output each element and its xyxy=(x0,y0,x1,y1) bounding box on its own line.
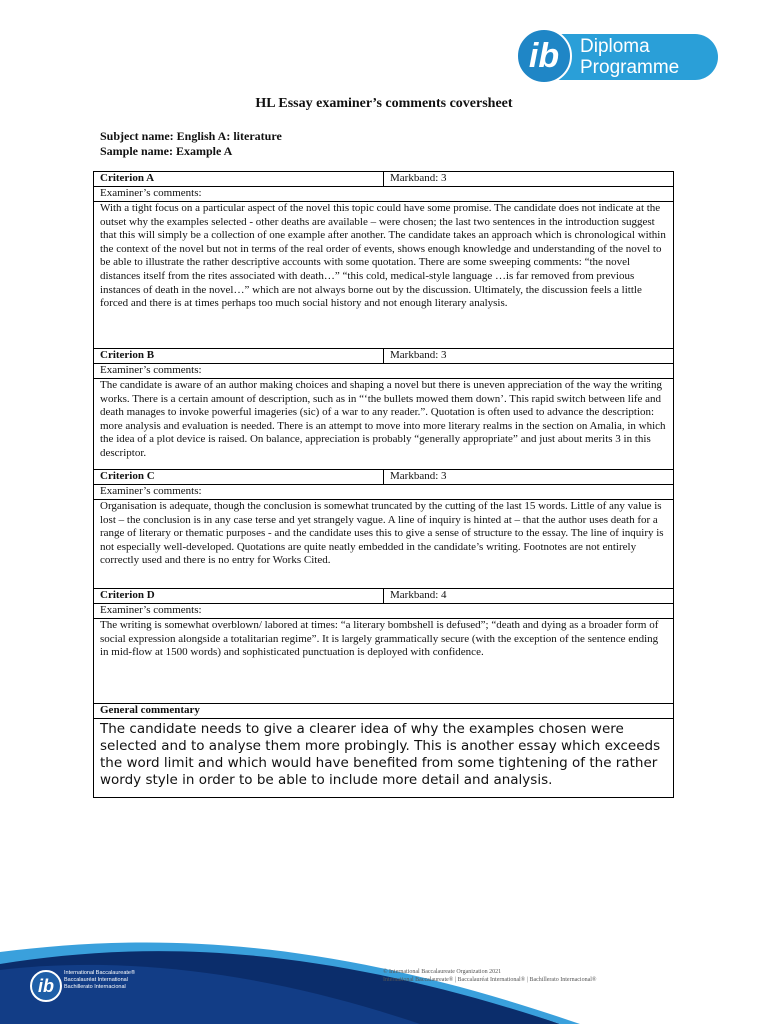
criteria-table xyxy=(93,171,674,798)
criterion-name: Criterion C xyxy=(94,470,384,485)
footer-ib-logo-icon: ib xyxy=(30,970,62,1002)
comments-label: Examiner’s comments: xyxy=(94,187,674,202)
org-name-en: International Baccalaureate® xyxy=(64,970,136,976)
copyright-text: © International Baccalaureate Organization 2021 xyxy=(383,969,502,975)
copyright-block xyxy=(383,968,596,984)
criterion-name: Criterion B xyxy=(94,349,384,364)
criterion-b-comments: The candidate is aware of an author making choices and shaping a novel but there is uneven appreciation of the way the writing works. There is a certain amount of description, such as in “‘the bullets mowed them down’. This rapid switch between life and death manages to invoke powerful imageries (sic) of a war to any reader.”. Quotation is often used to advance the description: more analysis and evaluation is needed. There is an attempt to move into more literary realms in the section on Amalia, in which the idea of a plot device is raised. On balance, appreciation is probably “generally appropriate” and just about merits 3 in this descriptor. xyxy=(94,379,674,470)
markband: Markband: 4 xyxy=(384,589,674,604)
org-name-es: Bachillerato Internacional xyxy=(64,984,126,990)
criterion-a-comments: With a tight focus on a particular aspect of the novel this topic could have some promise. The candidate does not indicate at the outset why the examples selected - other deaths are available – were chosen; the last two sentences in the introduction suggest that this will simply be a collection of one example after another. The candidate takes an approach which is chronological within the context of the novel but not in terms of the real order of events, shows enough knowledge and understanding of the novel to be able to illustrate the rather descriptive accounts with some quotation. There are some sweeping comments: “the novel distances itself from the rites associated with death…” “this cold, medical-style language …is far removed from previous instances of death in the novel…” which are not always borne out by the discussion. Ultimately, the discussion feels a little forced and there is at times perhaps too much social history and not enough literary analysis. xyxy=(94,202,674,349)
criterion-a-header xyxy=(94,172,674,187)
markband: Markband: 3 xyxy=(384,172,674,187)
general-commentary-text: The candidate needs to give a clearer idea of why the examples chosen were selected and to analyse them more probingly. This is another essay which exceeds the word limit and which would have benefited from some tightening of the rather wordy style in order to be able to include more detail and analysis. xyxy=(94,719,674,798)
markband: Markband: 3 xyxy=(384,470,674,485)
general-commentary-label: General commentary xyxy=(94,704,674,719)
comments-label: Examiner’s comments: xyxy=(94,604,674,619)
criterion-d-comments: The writing is somewhat overblown/ labored at times: “a literary bombshell is defused”; “death and dying as a broader form of social expression alongside a totalitarian regime”. It is largely grammatically secure (with the exception of the sentence ending in mid-flow at 1500 words) and sophisticated punctuation is deployed with confidence. xyxy=(94,619,674,704)
org-name-fr: Baccalauréat International xyxy=(64,977,128,983)
sample-name: Sample name: Example A xyxy=(100,144,233,158)
logo-text xyxy=(580,36,679,78)
criterion-c-comments: Organisation is adequate, though the conclusion is somewhat truncated by the cutting of the last 15 words. Little of any value is lost – the conclusion is in any case terse and yet strangely vague. A line of inquiry is hinted at – that the author uses death for a range of literary or thematic purposes - and the candidate uses this to give a sense of structure to the essay. The line of inquiry is not especially well-developed. Quotations are quite neatly embedded in the candidate’s writing. Footnotes are not entirely correctly used and there is no entry for Works Cited. xyxy=(94,500,674,589)
logo-line1: Diploma xyxy=(580,36,650,57)
comments-label: Examiner’s comments: xyxy=(94,485,674,500)
ib-logo-icon: ib xyxy=(516,28,572,84)
criterion-b-header xyxy=(94,349,674,364)
document-title: HL Essay examiner’s comments coversheet xyxy=(255,96,513,111)
criterion-name: Criterion A xyxy=(94,172,384,187)
criterion-name: Criterion D xyxy=(94,589,384,604)
meta-block xyxy=(100,129,282,159)
criterion-c-header xyxy=(94,470,674,485)
logo-line2: Programme xyxy=(580,57,680,78)
comments-label: Examiner’s comments: xyxy=(94,364,674,379)
markband: Markband: 3 xyxy=(384,349,674,364)
ib-diploma-logo xyxy=(516,28,718,84)
footer-org-names xyxy=(64,970,135,991)
trademarks-text: International Baccalaureate® | Baccalauréat International® | Bachillerato Internacional® xyxy=(383,977,597,983)
subject-name: Subject name: English A: literature xyxy=(100,129,282,143)
criterion-d-header xyxy=(94,589,674,604)
